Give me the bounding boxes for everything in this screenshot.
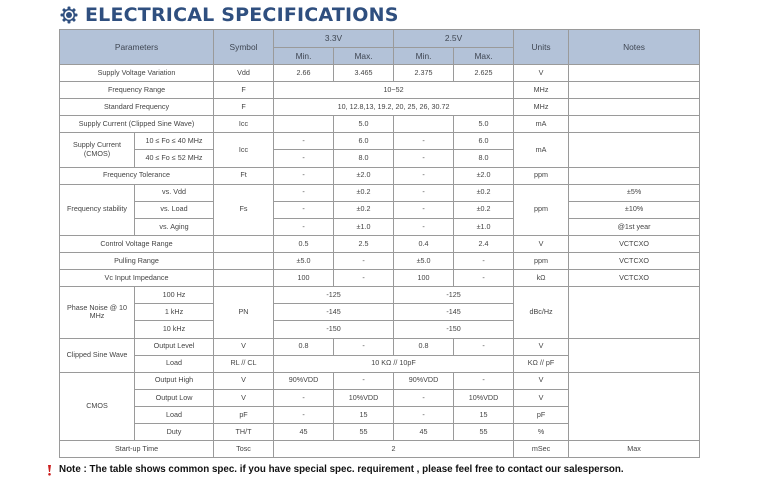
notes-cell: [569, 116, 700, 133]
header-max-3v3: Max.: [334, 48, 394, 65]
symbol-cell: [214, 253, 274, 270]
footnote: [46, 463, 624, 476]
table-row: [60, 287, 700, 304]
max-3v3-cell: ±1.0: [334, 218, 394, 235]
header-min-3v3: Min.: [274, 48, 334, 65]
table-row: [60, 218, 700, 235]
notes-cell: [569, 287, 700, 338]
min-3v3-cell: -: [274, 150, 334, 167]
units-cell: V: [514, 389, 569, 406]
max-3v3-cell: 2.5: [334, 235, 394, 252]
units-cell: mSec: [514, 441, 569, 458]
symbol-cell: Vdd: [214, 65, 274, 82]
param-label: Standard Frequency: [60, 99, 214, 116]
table-row: [60, 338, 700, 355]
table-row: [60, 441, 700, 458]
symbol-cell: F: [214, 82, 274, 99]
min-2v5-cell: -: [394, 218, 454, 235]
min-2v5-cell: 45: [394, 423, 454, 440]
symbol-cell: Ft: [214, 167, 274, 184]
sub-label: vs. Vdd: [135, 184, 214, 201]
symbol-cell: V: [214, 338, 274, 355]
min-2v5-cell: ±5.0: [394, 253, 454, 270]
sub-label: Load: [135, 406, 214, 423]
units-cell: V: [514, 235, 569, 252]
max-3v3-cell: 8.0: [334, 150, 394, 167]
min-3v3-cell: 100: [274, 270, 334, 287]
table-row: [60, 184, 700, 201]
group-label: Frequency stability: [60, 184, 135, 235]
min-2v5-cell: -: [394, 133, 454, 150]
param-label: Start-up Time: [60, 441, 214, 458]
spec-table: [59, 29, 700, 458]
page-title-row: [60, 2, 399, 28]
min-3v3-cell: ±5.0: [274, 253, 334, 270]
max-2v5-cell: -: [454, 338, 514, 355]
gear-bullet-icon: [60, 6, 78, 24]
symbol-cell: TH/T: [214, 423, 274, 440]
symbol-cell: F: [214, 99, 274, 116]
units-cell: ppm: [514, 167, 569, 184]
min-2v5-cell: 0.4: [394, 235, 454, 252]
max-3v3-cell: 55: [334, 423, 394, 440]
notes-cell: [569, 372, 700, 440]
table-row: [60, 253, 700, 270]
units-cell: kΩ: [514, 270, 569, 287]
param-label: Frequency Tolerance: [60, 167, 214, 184]
max-2v5-cell: 55: [454, 423, 514, 440]
value-3v3-cell: -145: [274, 304, 394, 321]
symbol-cell: Fs: [214, 184, 274, 235]
table-row: [60, 270, 700, 287]
notes-cell: [569, 133, 700, 167]
max-2v5-cell: 8.0: [454, 150, 514, 167]
min-3v3-cell: 2.66: [274, 65, 334, 82]
group-label: Clipped Sine Wave: [60, 338, 135, 372]
sub-label: 40 ≤ Fo ≤ 52 MHz: [135, 150, 214, 167]
symbol-cell: Icc: [214, 133, 274, 167]
sub-label: Output High: [135, 372, 214, 389]
min-3v3-cell: -: [274, 389, 334, 406]
min-2v5-cell: -: [394, 150, 454, 167]
max-2v5-cell: 2.625: [454, 65, 514, 82]
table-row: [60, 116, 700, 133]
min-3v3-cell: -: [274, 133, 334, 150]
group-label: Phase Noise @ 10 MHz: [60, 287, 135, 338]
max-3v3-cell: ±0.2: [334, 184, 394, 201]
units-cell: MHz: [514, 99, 569, 116]
notes-cell: VCTCXO: [569, 253, 700, 270]
units-cell: pF: [514, 406, 569, 423]
sub-label: Duty: [135, 423, 214, 440]
table-row: [60, 372, 700, 389]
symbol-cell: [214, 235, 274, 252]
min-3v3-cell: -: [274, 218, 334, 235]
table-row: [60, 65, 700, 82]
header-symbol: Symbol: [214, 30, 274, 65]
table-row: [60, 201, 700, 218]
max-3v3-cell: -: [334, 270, 394, 287]
table-row: [60, 133, 700, 150]
min-3v3-cell: -: [274, 201, 334, 218]
value-2v5-cell: -145: [394, 304, 514, 321]
notes-cell: [569, 167, 700, 184]
max-2v5-cell: ±0.2: [454, 184, 514, 201]
min-3v3-cell: [274, 116, 334, 133]
sub-label: 1 kHz: [135, 304, 214, 321]
max-3v3-cell: 5.0: [334, 116, 394, 133]
group-label: CMOS: [60, 372, 135, 440]
min-3v3-cell: -: [274, 406, 334, 423]
max-2v5-cell: ±1.0: [454, 218, 514, 235]
units-cell: dBc/Hz: [514, 287, 569, 338]
notes-cell: @1st year: [569, 218, 700, 235]
header-2v5: 2.5V: [394, 30, 514, 48]
max-2v5-cell: 15: [454, 406, 514, 423]
sub-label: Load: [135, 355, 214, 372]
value-cell: 10 KΩ // 10pF: [274, 355, 514, 372]
sub-label: Output Level: [135, 338, 214, 355]
min-2v5-cell: 0.8: [394, 338, 454, 355]
min-2v5-cell: 100: [394, 270, 454, 287]
value-2v5-cell: -150: [394, 321, 514, 338]
symbol-cell: V: [214, 389, 274, 406]
sub-label: Output Low: [135, 389, 214, 406]
min-2v5-cell: 2.375: [394, 65, 454, 82]
notes-cell: [569, 65, 700, 82]
param-label: Control Voltage Range: [60, 235, 214, 252]
max-2v5-cell: ±2.0: [454, 167, 514, 184]
value-3v3-cell: -125: [274, 287, 394, 304]
symbol-cell: PN: [214, 287, 274, 338]
symbol-cell: pF: [214, 406, 274, 423]
max-3v3-cell: -: [334, 338, 394, 355]
min-3v3-cell: 0.8: [274, 338, 334, 355]
min-3v3-cell: -: [274, 184, 334, 201]
param-label: Supply Current (Clipped Sine Wave): [60, 116, 214, 133]
value-cell: 10, 12.8,13, 19.2, 20, 25, 26, 30.72: [274, 99, 514, 116]
table-row: [60, 99, 700, 116]
group-label: Supply Current (CMOS): [60, 133, 135, 167]
header-parameters: Parameters: [60, 30, 214, 65]
value-3v3-cell: -150: [274, 321, 394, 338]
max-3v3-cell: -: [334, 253, 394, 270]
max-2v5-cell: -: [454, 270, 514, 287]
sub-label: vs. Aging: [135, 218, 214, 235]
value-cell: 10~52: [274, 82, 514, 99]
min-3v3-cell: 0.5: [274, 235, 334, 252]
units-cell: V: [514, 338, 569, 355]
units-cell: MHz: [514, 82, 569, 99]
symbol-cell: Tosc: [214, 441, 274, 458]
header-notes: Notes: [569, 30, 700, 65]
notes-cell: [569, 82, 700, 99]
max-3v3-cell: 15: [334, 406, 394, 423]
min-2v5-cell: [394, 116, 454, 133]
units-cell: KΩ // pF: [514, 355, 569, 372]
symbol-cell: RL // CL: [214, 355, 274, 372]
param-label: Vc Input Impedance: [60, 270, 214, 287]
max-3v3-cell: -: [334, 372, 394, 389]
notes-cell: VCTCXO: [569, 235, 700, 252]
page-title: ELECTRICAL SPECIFICATIONS: [85, 4, 399, 26]
header-min-2v5: Min.: [394, 48, 454, 65]
max-2v5-cell: -: [454, 253, 514, 270]
min-2v5-cell: -: [394, 167, 454, 184]
max-2v5-cell: -: [454, 372, 514, 389]
min-3v3-cell: -: [274, 167, 334, 184]
value-cell: 2: [274, 441, 514, 458]
table-row: [60, 235, 700, 252]
max-2v5-cell: 10%VDD: [454, 389, 514, 406]
units-cell: V: [514, 65, 569, 82]
min-3v3-cell: 90%VDD: [274, 372, 334, 389]
max-2v5-cell: 2.4: [454, 235, 514, 252]
sub-label: 10 kHz: [135, 321, 214, 338]
units-cell: mA: [514, 133, 569, 167]
max-3v3-cell: ±2.0: [334, 167, 394, 184]
min-2v5-cell: 90%VDD: [394, 372, 454, 389]
footnote-text: Note : The table shows common spec. if you have special spec. requirement , please feel free to contact our salesperson.: [59, 464, 624, 475]
min-2v5-cell: -: [394, 184, 454, 201]
symbol-cell: Icc: [214, 116, 274, 133]
header-3v3: 3.3V: [274, 30, 394, 48]
notes-cell: Max: [569, 441, 700, 458]
header-units: Units: [514, 30, 569, 65]
min-2v5-cell: -: [394, 406, 454, 423]
max-3v3-cell: 6.0: [334, 133, 394, 150]
units-cell: ppm: [514, 184, 569, 235]
units-cell: V: [514, 372, 569, 389]
exclamation-icon: [46, 464, 55, 476]
units-cell: %: [514, 423, 569, 440]
max-2v5-cell: ±0.2: [454, 201, 514, 218]
notes-cell: ±5%: [569, 184, 700, 201]
units-cell: ppm: [514, 253, 569, 270]
max-3v3-cell: 3.465: [334, 65, 394, 82]
max-3v3-cell: ±0.2: [334, 201, 394, 218]
min-2v5-cell: -: [394, 389, 454, 406]
symbol-cell: [214, 270, 274, 287]
sub-label: 100 Hz: [135, 287, 214, 304]
table-row: [60, 82, 700, 99]
symbol-cell: V: [214, 372, 274, 389]
value-2v5-cell: -125: [394, 287, 514, 304]
table-row: [60, 167, 700, 184]
min-2v5-cell: -: [394, 201, 454, 218]
notes-cell: [569, 99, 700, 116]
param-label: Pulling Range: [60, 253, 214, 270]
max-2v5-cell: 6.0: [454, 133, 514, 150]
units-cell: mA: [514, 116, 569, 133]
max-3v3-cell: 10%VDD: [334, 389, 394, 406]
notes-cell: VCTCXO: [569, 270, 700, 287]
sub-label: 10 ≤ Fo ≤ 40 MHz: [135, 133, 214, 150]
max-2v5-cell: 5.0: [454, 116, 514, 133]
min-3v3-cell: 45: [274, 423, 334, 440]
param-label: Frequency Range: [60, 82, 214, 99]
notes-cell: ±10%: [569, 201, 700, 218]
header-max-2v5: Max.: [454, 48, 514, 65]
sub-label: vs. Load: [135, 201, 214, 218]
notes-cell: [569, 338, 700, 372]
param-label: Supply Voltage Variation: [60, 65, 214, 82]
